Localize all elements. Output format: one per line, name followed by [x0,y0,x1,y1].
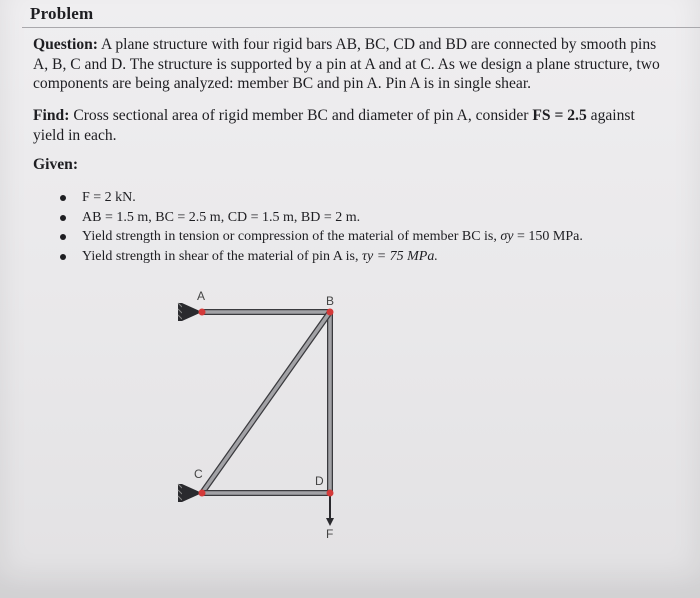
pin-a [199,309,206,316]
sigma-y-symbol: σy [500,229,514,244]
pin-support-a [178,303,202,321]
title-divider [22,27,700,28]
find-text-after: against yield in each. [33,107,635,144]
label-b: B [326,294,335,308]
label-c: C [194,467,203,481]
label-a: A [197,289,206,303]
question-paragraph [33,35,663,94]
given-force: F = 2 kN. [60,188,583,208]
page-title: Problem [30,4,94,23]
given-shear-strength: Yield strength in shear of the material of pin A is, τy = 75 MPa. [60,247,583,267]
tau-y-symbol: τy [361,248,374,264]
pin-c [199,490,206,497]
bar-bc [202,312,330,493]
fs-label: FS [532,107,551,124]
label-d: D [315,474,324,488]
pin-b [327,309,334,316]
force-arrow [326,496,334,526]
pin-d [327,490,334,497]
find-paragraph [33,106,663,145]
given-lengths: AB = 1.5 m, BC = 2.5 m, CD = 1.5 m, BD = 2 m. [60,208,583,228]
structure-diagram [150,282,360,542]
find-label: Find: [33,107,70,124]
question-text: A plane structure with four rigid bars AB, BC, CD and BD are connected by smooth pins A, B, C and D. The structure is supported by a pin at A and at C. As we design a plane structure, two components are being analyzed: member BC and pin A. Pin A is in single shear. [33,36,660,93]
given-list [60,188,583,266]
label-f: F [326,527,334,541]
fs-value: = 2.5 [554,107,587,124]
question-label: Question: [33,36,98,53]
given-yield-strength: Yield strength in tension or compression of the material of member BC is, σy = 150 MPa. [60,227,583,247]
find-text-before: Cross sectional area of rigid member BC and diameter of pin A, consider [73,107,529,124]
given-label: Given: [33,156,79,173]
pin-support-c [178,484,202,502]
